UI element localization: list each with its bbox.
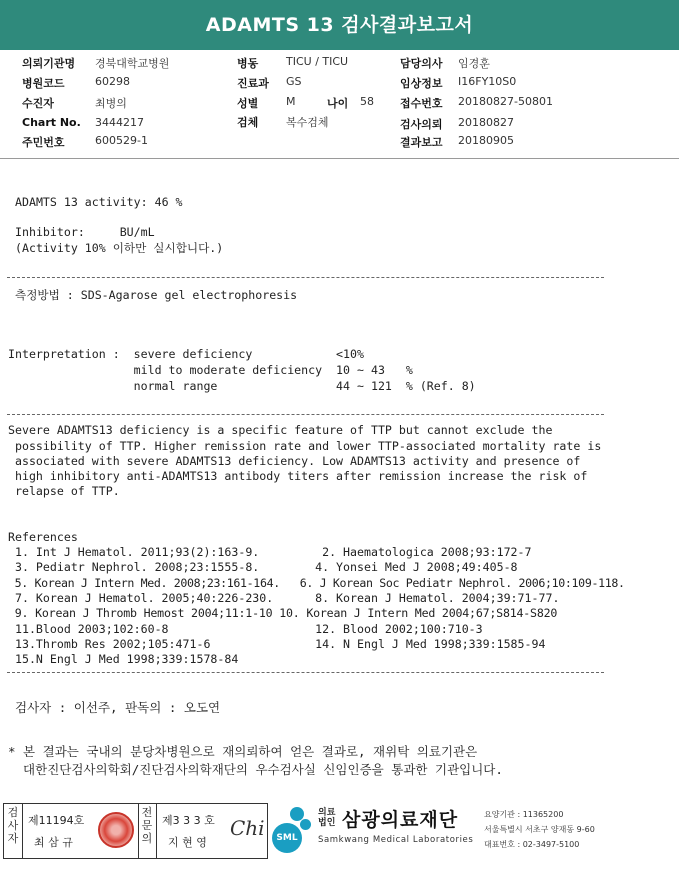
reference-line: 11.Blood 2003;102:60-8 12. Blood 2002;100:710-3 (8, 622, 483, 636)
lab-name-ko: 삼광의료재단 (342, 809, 459, 831)
patient-value: 최병의 (95, 97, 127, 110)
official-seal (98, 812, 134, 848)
dashed-divider (7, 414, 604, 415)
inhibitor-result: Inhibitor: BU/mL (15, 225, 155, 239)
patient-label: 수진자 (22, 97, 54, 110)
dept-value: GS (286, 75, 302, 88)
receipt-value: 20180827-50801 (458, 95, 553, 108)
box-divider (22, 804, 23, 858)
comment-line: possibility of TTP. Higher remission rate and lower TTP-associated mortality rate is (8, 439, 602, 453)
receipt-label: 접수번호 (400, 97, 443, 110)
signature: Chi (230, 816, 265, 840)
interpretation-line: Interpretation : severe deficiency <10% (8, 347, 364, 361)
institution-label: 의뢰기관명 (22, 57, 76, 70)
logo-dot (300, 819, 311, 830)
comment-line: associated with severe ADAMTS13 deficiency. Low ADAMTS13 activity and presence of (8, 454, 581, 468)
dashed-divider (7, 672, 604, 673)
clinical-value: I16FY10S0 (458, 75, 517, 88)
request-label: 검사의뢰 (400, 118, 443, 131)
reference-line: 13.Thromb Res 2002;105:471-6 14. N Engl J Med 1998;339:1585-94 (8, 637, 546, 651)
comment-line: relapse of TTP. (8, 484, 120, 498)
sex-label: 성별 (237, 97, 259, 110)
reference-line: 3. Pediatr Nephrol. 2008;23:1555-8. 4. Yonsei Med J 2008;49:405-8 (8, 560, 518, 574)
sml-badge: SML (272, 823, 302, 853)
chart-label: Chart No. (22, 116, 81, 129)
examiner-license: 제11194호 (28, 814, 85, 827)
activity-result: ADAMTS 13 activity: 46 % (15, 195, 183, 209)
contact-phone: 대표번호 : 02-3497-5100 (484, 840, 580, 849)
interpretation-line: normal range 44 ~ 121 % (Ref. 8) (8, 379, 476, 393)
contact-code: 요양기관 : 11365200 (484, 810, 564, 819)
examiner-line: 검사자 : 이선주, 판독의 : 오도연 (15, 700, 221, 715)
contact-address: 서울특별시 서초구 양재동 9-60 (484, 825, 595, 834)
reference-line: 15.N Engl J Med 1998;339:1578-84 (8, 652, 239, 666)
method: 측정방법 : SDS-Agarose gel electrophoresis (15, 288, 298, 302)
info-divider (0, 158, 679, 159)
references-title: References (8, 530, 78, 544)
id-value: 600529-1 (95, 134, 148, 147)
ward-value: TICU / TICU (286, 55, 349, 68)
sex-value: M (286, 95, 296, 108)
report-date-value: 20180905 (458, 134, 514, 147)
interpretation-line: mild to moderate deficiency 10 ~ 43 % (8, 363, 413, 377)
ward-label: 병동 (237, 57, 259, 70)
lab-name-en: Samkwang Medical Laboratories (318, 835, 474, 845)
specimen-value: 복수검체 (286, 116, 329, 129)
report-date-label: 결과보고 (400, 136, 443, 149)
examiner-vertical-label: 검사자 (7, 806, 19, 845)
age-label: 나이 (327, 97, 349, 110)
reference-line: 7. Korean J Hematol. 2005;40:226-230. 8. Korean J Hematol. 2004;39:71-77. (8, 591, 560, 605)
dept-label: 진료과 (237, 77, 269, 90)
inhibitor-note: (Activity 10% 이하만 실시합니다.) (15, 241, 224, 255)
hospital-code-label: 병원코드 (22, 77, 65, 90)
specialist-name: 지 현 영 (168, 836, 207, 849)
specialist-vertical-label: 전문의 (141, 806, 153, 845)
reference-line: 1. Int J Hematol. 2011;93(2):163-9. 2. Haematologica 2008;93:172-7 (8, 545, 532, 559)
clinical-label: 임상정보 (400, 77, 443, 90)
dashed-divider (7, 277, 604, 278)
hospital-code-value: 60298 (95, 75, 130, 88)
disclaimer-line: * 본 결과는 국내의 분당차병원으로 재의뢰하여 얻은 결과로, 재위탁 의료기관은 (8, 744, 478, 759)
report-title: ADAMTS 13 검사결과보고서 (0, 0, 679, 50)
reference-line: 9. Korean J Thromb Hemost 2004;11:1-10 10. Korean J Intern Med 2004;67;S814-S820 (8, 606, 558, 620)
institution-value: 경북대학교병원 (95, 57, 170, 70)
doctor-value: 임경훈 (458, 57, 490, 70)
specimen-label: 검체 (237, 116, 259, 129)
request-value: 20180827 (458, 116, 514, 129)
comment-line: Severe ADAMTS13 deficiency is a specific feature of TTP but cannot exclude the (8, 423, 553, 437)
doctor-label: 담당의사 (400, 57, 443, 70)
corp-type: 의료 법인 (318, 808, 336, 828)
examiner-name: 최 삼 규 (34, 836, 73, 849)
comment-line: high inhibitory anti-ADAMTS13 antibody titers after remission increase the risk of (8, 469, 588, 483)
id-label: 주민번호 (22, 136, 65, 149)
reference-line: 5. Korean J Intern Med. 2008;23:161-164. 6. J Korean Soc Pediatr Nephrol. 2006;10:109-118. (8, 576, 625, 590)
disclaimer-line: 대한진단검사의학회/진단검사의학재단의 우수검사실 신임인증을 통과한 기관입니다. (8, 762, 503, 777)
age-value: 58 (360, 95, 374, 108)
signature-box (3, 803, 268, 859)
chart-value: 3444217 (95, 116, 144, 129)
specialist-license: 제3 3 3 호 (162, 814, 215, 827)
lab-logo (270, 803, 670, 861)
box-divider (156, 804, 157, 858)
